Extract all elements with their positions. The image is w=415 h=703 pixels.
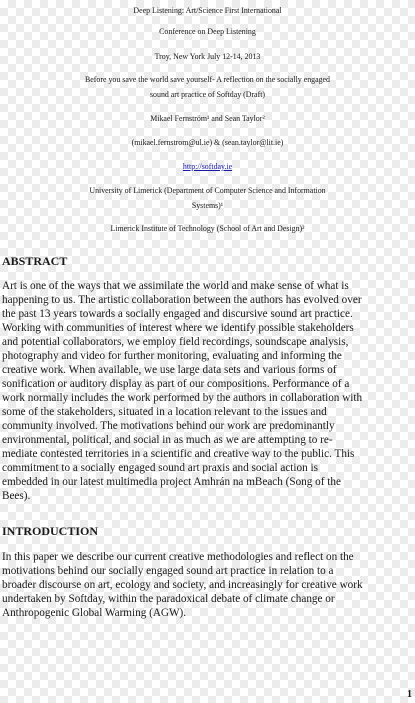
abstract-line: Bees). (2, 490, 31, 502)
website-link-text[interactable]: http://softday.ie (182, 162, 233, 171)
abstract-heading: ABSTRACT (2, 254, 68, 268)
abstract-line: Working with communities of interest where we identify possible stakeholders (2, 322, 354, 334)
abstract-line: sonification or auditory display as part of our compositions. Performance of a (2, 378, 350, 390)
introduction-heading: INTRODUCTION (2, 524, 99, 538)
abstract-line: Art is one of the ways that we assimilate the world and make sense of what is (2, 280, 349, 292)
conference-title-line-2: Conference on Deep Listening (159, 27, 256, 36)
abstract-line: the past 13 years towards a socially engaged and discursive sound art practice. (2, 308, 353, 320)
emails-line: (mikael.fernstrom@ul.ie) & (sean.taylor@lit.ie) (131, 138, 284, 147)
introduction-line: broader discourse on art, ecology and society, and increasingly for creative work (2, 579, 363, 591)
abstract-line: some of the stakeholders, situated in a location relevant to the issues and (2, 406, 327, 418)
affiliation-1-line-2: Systems)¹ (191, 201, 224, 210)
conference-title-line-1: Deep Listening: Art/Science First International (133, 6, 282, 15)
affiliation-2: Limerick Institute of Technology (School of Art and Design)² (110, 224, 305, 233)
introduction-line: motivations behind our socially engaged sound art practice in relation to a (2, 565, 334, 577)
page-number: 1 (407, 689, 412, 700)
abstract-line: and potential collaborators, we employ field recordings, soundscape analysis, (2, 336, 349, 348)
abstract-line: embedded in our latest multimedia project Amhrán na mBeach (Song of the (2, 476, 341, 488)
introduction-line: undertaken by Softday, within the paradoxical debate of climate change or (2, 593, 335, 605)
paper-title-line-1: Before you save the world save yourself- A reflection on the socially engaged (85, 75, 330, 84)
paper-title-line-2: sound art practice of Softday (Draft) (149, 90, 266, 99)
venue-line: Troy, New York July 12-14, 2013 (154, 52, 261, 61)
abstract-line: work normally includes the work performed by the authors in collaboration with (2, 392, 363, 404)
abstract-line: happening to us. The artistic collaboration between the authors has evolved over (2, 294, 362, 306)
introduction-line: In this paper we describe our current creative methodologies and reflect on the (2, 551, 354, 563)
abstract-line: environmental, political, and social in as much as we are attempting to re- (2, 434, 333, 446)
website-link[interactable] (0, 159, 415, 174)
abstract-line: commitment to a socially engaged sound art praxis and social action is (2, 462, 318, 474)
abstract-line: photography and video for further monitoring, evaluating and informing the (2, 350, 342, 362)
abstract-line: community involved. The motivations behind our work are predominantly (2, 420, 335, 432)
abstract-line: creative work. When available, we use large data sets and various forms of (2, 364, 337, 376)
abstract-line: mediate contested territories in a scientific and creative way to the public. This (2, 448, 355, 460)
affiliation-1-line-1: University of Limerick (Department of Computer Science and Information (89, 186, 326, 195)
authors-line: Mikael Fernström¹ and Sean Taylor² (150, 114, 265, 123)
introduction-line: Anthropogenic Global Warming (AGW). (2, 607, 187, 619)
